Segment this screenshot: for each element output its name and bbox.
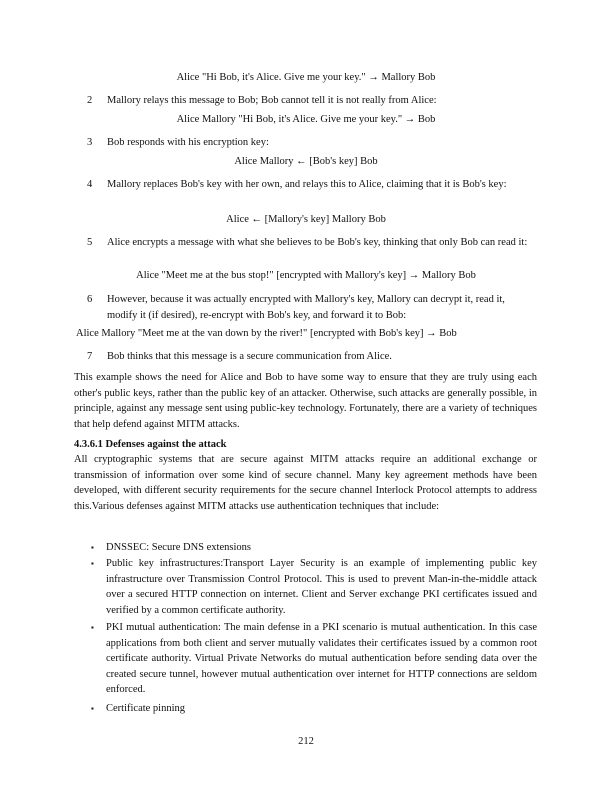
step-number-5: 5 <box>87 237 93 248</box>
body-paragraph-2: All cryptographic systems that are secure against MITM attacks require an additional exchange or transmission of information over some kind of secure channel. Many key agreement methods have been developed, with different security requirements for the secure channel Interlock Protocol attempts to address this.Various defenses against MITM attacks use authentication techniques that include: <box>74 454 537 512</box>
step-number-7: 7 <box>87 351 93 362</box>
list-item: DNSSEC: Secure DNS extensions <box>106 542 251 553</box>
step-text-4: Mallory replaces Bob's key with her own, and relays this to Alice, claiming that it is Bob's key: <box>107 179 507 190</box>
step-number-6: 6 <box>87 294 93 305</box>
bullet-icon: ▪ <box>91 623 94 632</box>
list-item: Certificate pinning <box>106 703 186 714</box>
step-number-3: 3 <box>87 137 93 148</box>
flow-line-5: Alice "Meet me at the bus stop!" [encrypted with Mallory's key] → Mallory Bob <box>136 270 476 281</box>
bullet-icon: ▪ <box>91 704 94 713</box>
list-item: PKI mutual authentication: The main defense in a PKI scenario is mutual authentication. In this case applications from both client and server mutually validates their certificates issued by a common root certificate authority. Virtual Private Networks do mutual authentication before sending data over the created secure tunnel, however mutual authentication over internet for HTTP connections are seldom enforced. <box>106 622 537 695</box>
section-heading: 4.3.6.1 Defenses against the attack <box>74 439 227 450</box>
flow-line-1: Alice "Hi Bob, it's Alice. Give me your key." → Mallory Bob <box>176 72 436 83</box>
bullet-icon: ▪ <box>91 543 94 552</box>
step-number-4: 4 <box>87 179 93 190</box>
step-text-6: However, because it was actually encrypted with Mallory's key, Mallory can decrypt it, read it, modify it (if desired), re-encrypt with Bob's key, and forward it to Bob: <box>107 294 505 321</box>
flow-line-6: Alice Mallory "Meet me at the van down by the river!" [encrypted with Bob's key] → Bob <box>76 328 457 339</box>
flow-line-4: Alice ← [Mallory's key] Mallory Bob <box>226 214 386 225</box>
flow-line-2: Alice Mallory "Hi Bob, it's Alice. Give me your key." → Bob <box>176 114 436 125</box>
list-item: Public key infrastructures:Transport Layer Security is an example of implementing public key infrastructure over Transmission Control Protocol. This is used to prevent Man-in-the-middle attack over a secured HTTP connection on internet. Client and Server exchange PKI certificates issued and verified by a common certificate authority. <box>106 558 537 616</box>
step-text-2: Mallory relays this message to Bob; Bob cannot tell it is not really from Alice: <box>107 95 437 106</box>
body-paragraph-1: This example shows the need for Alice and Bob to have some way to ensure that they are truly using each other's public keys, rather than the public key of an attacker. Otherwise, such attacks are generally possible, in principle, against any message sent using public-key technology. Fortunately, there are a variety of techniques that help defend against MITM attacks. <box>74 372 537 430</box>
flow-line-3: Alice Mallory ← [Bob's key] Bob <box>234 156 378 167</box>
step-number-2: 2 <box>87 95 93 106</box>
step-text-7: Bob thinks that this message is a secure communication from Alice. <box>107 351 392 362</box>
bullet-icon: ▪ <box>91 559 94 568</box>
step-text-5: Alice encrypts a message with what she believes to be Bob's key, thinking that only Bob can read it: <box>107 237 528 248</box>
step-text-3: Bob responds with his encryption key: <box>107 137 269 148</box>
page-number: 212 <box>298 736 314 747</box>
